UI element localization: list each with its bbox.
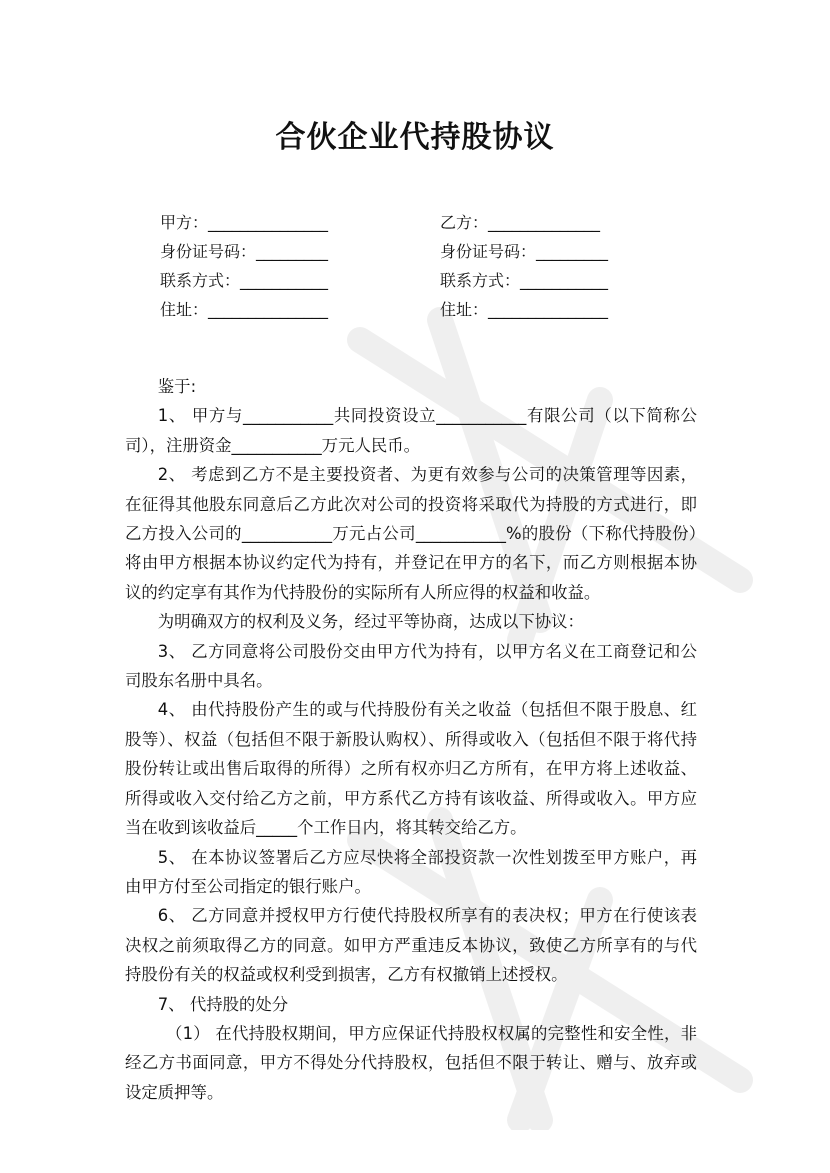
clause-3: 3、 乙方同意将公司股份交由甲方代为持有，以甲方名义在工商登记和公司股东名册中具名。: [125, 641, 697, 691]
party-row-name: [160, 208, 720, 237]
clause-5: 5、 在本协议签署后乙方应尽快将全部投资款一次性划拨至甲方账户，再由甲方付至公司指定的银行账户。: [125, 847, 697, 896]
party-b-name-field: 乙方：______________: [440, 213, 601, 232]
party-row-address: [160, 295, 720, 324]
party-a-id-field: 身份证号码：_________: [160, 242, 329, 261]
party-b-id-field: 身份证号码：_________: [440, 242, 609, 261]
party-a-name-field: 甲方：_______________: [160, 213, 329, 232]
clause-1: 1、 甲方与___________共同投资设立___________有限公司（以下简称公司），注册资金___________万元人民币。: [125, 406, 697, 455]
party-info-block: [160, 208, 720, 324]
party-a-address-field: 住址：_______________: [160, 300, 329, 319]
clause-2: 2、 考虑到乙方不是主要投资者、为更有效参与公司的决策管理等因素，在征得其他股东同意后乙方此次对公司的投资将采取代为持股的方式进行，即乙方投入公司的___________万元占公司___________%的股份（下称代持股份）将由甲方根据本协议约定代为持有，并登记在甲方的名下，而乙方则根据本协议的约定享有其作为代持股份的实际所有人所应得的权益和收益。: [125, 465, 697, 602]
agreement-body: [125, 372, 697, 1107]
party-a-contact-field: 联系方式：___________: [160, 271, 329, 290]
clause-7-heading: 7、 代持股的处分: [157, 994, 289, 1014]
clause-7-1: （1） 在代持股权期间，甲方应保证代持股权权属的完整性和安全性，非经乙方书面同意，甲方不得处分代持股权，包括但不限于转让、赠与、放弃或设定质押等。: [125, 1023, 697, 1102]
agreement-intro: 为明确双方的权利及义务，经过平等协商，达成以下协议：: [157, 612, 584, 632]
party-b-contact-field: 联系方式：___________: [440, 271, 609, 290]
clause-6: 6、 乙方同意并授权甲方行使代持股权所享有的表决权；甲方在行使该表决权之前须取得乙方的同意。如甲方严重违反本协议，致使乙方所享有的与代持股份有关的权益或权利受到损害，乙方有权撤销上述授权。: [125, 906, 697, 985]
party-row-contact: [160, 266, 720, 295]
clause-4: 4、 由代持股份产生的或与代持股份有关之收益（包括但不限于股息、红股等）、权益（包括但不限于新股认购权）、所得或收入（包括但不限于将代持股份转让或出售后取得的所得）之所有权亦归乙方所有，在甲方将上述收益、所得或收入交付给乙方之前，甲方系代乙方持有该收益、所得或收入。甲方应当在收到该收益后_____个工作日内，将其转交给乙方。: [125, 700, 697, 838]
party-row-id: [160, 237, 720, 266]
party-b-address-field: 住址：_______________: [440, 300, 609, 319]
whereas-label: 鉴于:: [157, 377, 197, 396]
document-title: 合伙企业代持股协议: [275, 120, 555, 155]
